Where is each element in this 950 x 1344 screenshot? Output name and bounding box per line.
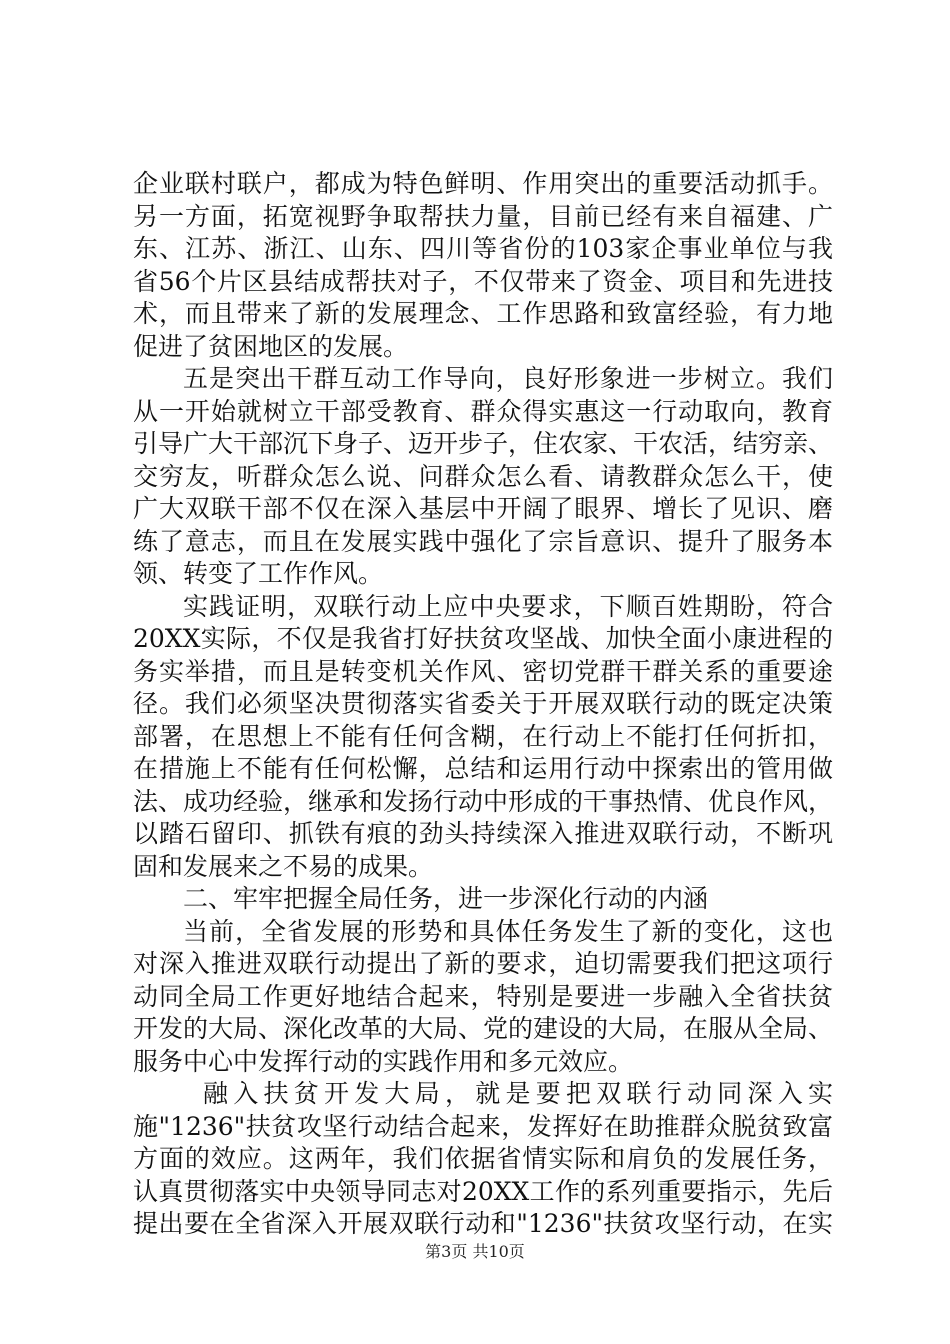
text-line: 服务中心中发挥行动的实践作用和多元效应。	[133, 1046, 634, 1076]
text-line: 东、江苏、浙江、山东、四川等省份的103家企事业单位与我	[133, 234, 833, 263]
text-line: 从一开始就树立干部受教育、群众得实惠这一行动取向，教育	[133, 396, 833, 426]
body-text	[133, 168, 833, 1241]
page-footer	[0, 1242, 950, 1262]
text-line: 开发的大局、深化改革的大局、党的建设的大局，在服从全局、	[133, 1014, 834, 1043]
text-line: 在措施上不能有任何松懈，总结和运用行动中探索出的管用做	[133, 754, 833, 783]
paragraph-first-line: 当前，全省发展的形势和具体任务发生了新的变化，这也	[183, 916, 833, 946]
text-line: 促进了贫困地区的发展。	[133, 331, 409, 361]
text-line: 部署，在思想上不能有任何含糊，在行动上不能打任何折扣，	[133, 721, 833, 751]
page-number: 第3页 共10页	[425, 1242, 525, 1261]
text-line: 认真贯彻落实中央领导同志对20XX工作的系列重要指示，先后	[133, 1176, 833, 1206]
text-line: 另一方面，拓宽视野争取帮扶力量，目前已经有来自福建、广	[133, 201, 833, 231]
text-line: 动同全局工作更好地结合起来，特别是要进一步融入全省扶贫	[133, 981, 833, 1011]
text-line: 提出要在全省深入开展双联行动和"1236"扶贫攻坚行动，在实	[133, 1209, 833, 1238]
text-line: 对深入推进双联行动提出了新的要求，迫切需要我们把这项行	[133, 949, 833, 978]
text-line: 领、转变了工作作风。	[133, 559, 384, 588]
text-line: 省56个片区县结成帮扶对子，不仅带来了资金、项目和先进技	[133, 266, 833, 296]
section-heading: 二、牢牢把握全局任务，进一步深化行动的内涵	[183, 884, 709, 913]
text-line: 交穷友，听群众怎么说、问群众怎么看、请教群众怎么干，使	[133, 461, 833, 491]
text-line: 企业联村联户，都成为特色鲜明、作用突出的重要活动抓手。	[133, 169, 833, 198]
text-line: 固和发展来之不易的成果。	[133, 851, 434, 881]
paragraph-first-line: 实践证明，双联行动上应中央要求，下顺百姓期盼，符合	[183, 591, 833, 621]
text-line: 务实举措，而且是转变机关作风、密切党群干群关系的重要途	[133, 656, 833, 686]
paragraph-first-line: 五是突出干群互动工作导向，良好形象进一步树立。我们	[183, 364, 833, 393]
text-line: 法、成功经验，继承和发扬行动中形成的干事热情、优良作风，	[133, 786, 834, 816]
text-line: 引导广大干部沉下身子、迈开步子，住农家、干农活，结穷亲、	[133, 429, 834, 458]
text-line: 施"1236"扶贫攻坚行动结合起来，发挥好在助推群众脱贫致富	[133, 1111, 833, 1141]
text-line: 练了意志，而且在发展实践中强化了宗旨意识、提升了服务本	[133, 526, 833, 556]
text-line: 方面的效应。这两年，我们依据省情实际和肩负的发展任务，	[133, 1144, 833, 1173]
text-line: 20XX实际，不仅是我省打好扶贫攻坚战、加快全面小康进程的	[133, 624, 833, 653]
text-line: 广大双联干部不仅在深入基层中开阔了眼界、增长了见识、磨	[133, 494, 833, 523]
text-line: 以踏石留印、抓铁有痕的劲头持续深入推进双联行动，不断巩	[133, 819, 833, 848]
paragraph-first-line: 融入扶贫开发大局，就是要把双联行动同深入实	[203, 1079, 833, 1108]
text-line: 术，而且带来了新的发展理念、工作思路和致富经验，有力地	[133, 299, 833, 328]
text-line: 径。我们必须坚决贯彻落实省委关于开展双联行动的既定决策	[133, 689, 833, 718]
